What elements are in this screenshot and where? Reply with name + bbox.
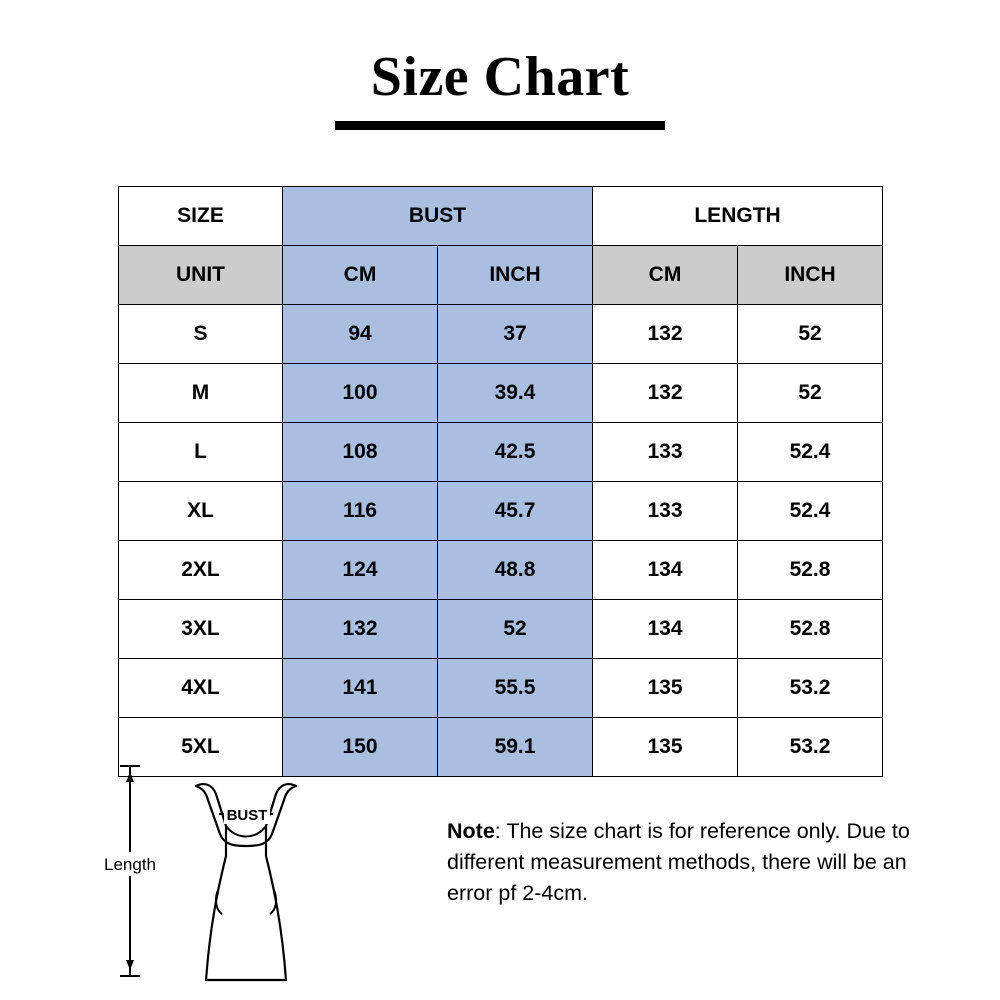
cell-bust-cm: 124 xyxy=(283,541,438,600)
cell-size: 4XL xyxy=(119,659,283,718)
unit-length-inch: INCH xyxy=(738,246,883,305)
cell-length-inch: 53.2 xyxy=(738,659,883,718)
unit-bust-inch: INCH xyxy=(438,246,593,305)
cell-length-inch: 53.2 xyxy=(738,718,883,777)
cell-bust-inch: 55.5 xyxy=(438,659,593,718)
table-row xyxy=(119,541,883,600)
cell-length-cm: 134 xyxy=(593,541,738,600)
svg-text:Length: Length xyxy=(104,855,156,874)
cell-bust-inch: 37 xyxy=(438,305,593,364)
cell-bust-cm: 150 xyxy=(283,718,438,777)
cell-length-cm: 132 xyxy=(593,364,738,423)
cell-length-inch: 52 xyxy=(738,364,883,423)
table-row xyxy=(119,305,883,364)
cell-bust-inch: 48.8 xyxy=(438,541,593,600)
cell-bust-cm: 132 xyxy=(283,600,438,659)
cell-bust-inch: 42.5 xyxy=(438,423,593,482)
table-row xyxy=(119,423,883,482)
cell-size: XL xyxy=(119,482,283,541)
cell-bust-cm: 94 xyxy=(283,305,438,364)
page-title-block xyxy=(0,48,1000,130)
header-bust: BUST xyxy=(283,187,593,246)
title-underline xyxy=(335,121,665,130)
cell-size: 2XL xyxy=(119,541,283,600)
table-row xyxy=(119,364,883,423)
cell-length-inch: 52.8 xyxy=(738,600,883,659)
cell-length-cm: 133 xyxy=(593,423,738,482)
header-length: LENGTH xyxy=(593,187,883,246)
cell-length-cm: 134 xyxy=(593,600,738,659)
cell-length-cm: 133 xyxy=(593,482,738,541)
cell-bust-inch: 45.7 xyxy=(438,482,593,541)
svg-text:BUST: BUST xyxy=(226,807,268,824)
table-header-row xyxy=(119,187,883,246)
size-chart-table-wrap xyxy=(118,186,882,777)
unit-label: UNIT xyxy=(119,246,283,305)
table-unit-row xyxy=(119,246,883,305)
cell-length-inch: 52.4 xyxy=(738,423,883,482)
cell-bust-cm: 116 xyxy=(283,482,438,541)
cell-size: S xyxy=(119,305,283,364)
cell-size: M xyxy=(119,364,283,423)
cell-bust-inch: 39.4 xyxy=(438,364,593,423)
cell-length-inch: 52 xyxy=(738,305,883,364)
note-label: Note xyxy=(447,819,495,843)
note-text xyxy=(447,816,917,909)
table-row xyxy=(119,659,883,718)
page-title: Size Chart xyxy=(370,46,630,108)
cell-bust-cm: 100 xyxy=(283,364,438,423)
bottom-section xyxy=(0,748,1000,1000)
size-chart-table xyxy=(118,186,883,777)
cell-size: L xyxy=(119,423,283,482)
cell-length-inch: 52.4 xyxy=(738,482,883,541)
cell-bust-inch: 52 xyxy=(438,600,593,659)
dress-measurement-diagram xyxy=(100,748,400,988)
cell-length-cm: 135 xyxy=(593,718,738,777)
cell-length-cm: 132 xyxy=(593,305,738,364)
cell-length-cm: 135 xyxy=(593,659,738,718)
unit-bust-cm: CM xyxy=(283,246,438,305)
table-row xyxy=(119,482,883,541)
cell-size: 5XL xyxy=(119,718,283,777)
cell-length-inch: 52.8 xyxy=(738,541,883,600)
cell-bust-cm: 141 xyxy=(283,659,438,718)
cell-bust-inch: 59.1 xyxy=(438,718,593,777)
unit-length-cm: CM xyxy=(593,246,738,305)
cell-size: 3XL xyxy=(119,600,283,659)
cell-bust-cm: 108 xyxy=(283,423,438,482)
note-body: : The size chart is for reference only. Due to different measurement methods, there will be an error pf 2-4cm. xyxy=(447,819,910,905)
header-size: SIZE xyxy=(119,187,283,246)
table-row xyxy=(119,600,883,659)
